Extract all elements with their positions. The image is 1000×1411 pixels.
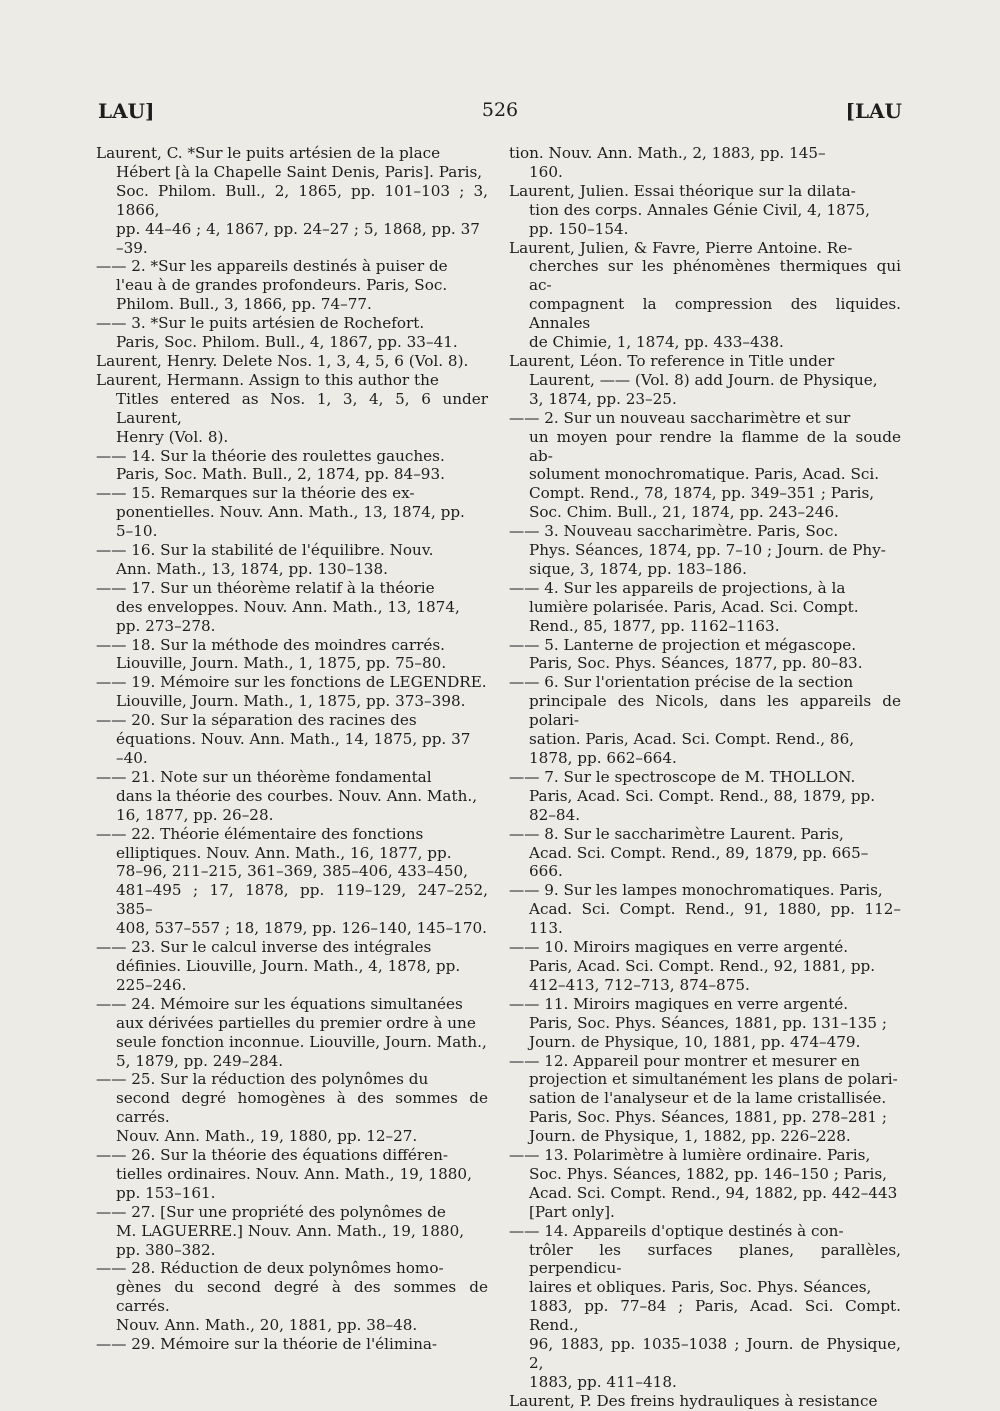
bibliography-entry: [509, 239, 901, 352]
entry-line: Nouv. Ann. Math., 20, 1881, pp. 38–48.: [116, 1316, 418, 1335]
bibliography-entry: [96, 1203, 488, 1260]
page-number: 526: [481, 99, 519, 121]
bibliography-entry: [96, 541, 488, 579]
bibliography-entry: [509, 409, 901, 522]
right-column: [509, 144, 901, 1411]
entry-line: sique, 3, 1874, pp. 183–186.: [529, 559, 747, 578]
bibliography-entry: [96, 257, 488, 314]
entry-line: gènes du second degré à des sommes de carrés.: [116, 1278, 488, 1316]
entry-line: Liouville, Journ. Math., 1, 1875, pp. 373–398.: [116, 692, 466, 711]
entry-line: lumière polarisée. Paris, Acad. Sci. Compt.: [529, 597, 859, 616]
entry-line: Paris, Soc. Math. Bull., 2, 1874, pp. 84–93.: [116, 465, 445, 484]
entry-line: Paris, Soc. Phys. Séances, 1877, pp. 80–83.: [529, 654, 863, 673]
entry-line: —— 8. Sur le saccharimètre Laurent. Paris,: [509, 824, 844, 843]
bibliography-entry: [96, 711, 488, 768]
entry-line: Paris, Acad. Sci. Compt. Rend., 88, 1879, pp.: [529, 786, 876, 805]
left-column: [96, 144, 488, 1354]
entry-line: cherches sur les phénomènes thermiques qui ac-: [529, 257, 901, 295]
bibliography-entry: [509, 1222, 901, 1392]
bibliography-entry: [96, 938, 488, 995]
bibliography-entry: [96, 1070, 488, 1146]
entry-line: —— 18. Sur la méthode des moindres carrés.: [96, 635, 445, 654]
entry-line: —— 3. Nouveau saccharimètre. Paris, Soc.: [509, 522, 839, 541]
bibliography-entry: [96, 371, 488, 447]
entry-line: —— 15. Remarques sur la théorie des ex-: [96, 484, 415, 503]
entry-line: tion. Nouv. Ann. Math., 2, 1883, pp. 145–: [509, 144, 826, 162]
bibliography-entry: [509, 144, 901, 182]
entry-line: 16, 1877, pp. 26–28.: [116, 805, 274, 824]
bibliography-entry: [96, 1146, 488, 1203]
entry-line: —— 2. *Sur les appareils destinés à puiser de: [96, 257, 448, 276]
entry-line: Laurent, Julien. Essai théorique sur la dilata-: [509, 181, 856, 200]
entry-line: Nouv. Ann. Math., 19, 1880, pp. 12–27.: [116, 1127, 418, 1146]
entry-line: 1883, pp. 77–84 ; Paris, Acad. Sci. Compt. Rend.,: [529, 1297, 901, 1335]
bibliography-entry: [96, 995, 488, 1071]
entry-line: [Part only].: [529, 1202, 615, 1221]
entry-line: Acad. Sci. Compt. Rend., 91, 1880, pp. 112–113.: [529, 900, 901, 938]
bibliography-entry: [509, 522, 901, 579]
entry-line: solument monochromatique. Paris, Acad. Sci.: [529, 465, 880, 484]
bibliography-entry: [96, 484, 488, 541]
entry-line: Compt. Rend., 78, 1874, pp. 349–351 ; Paris,: [529, 484, 875, 503]
bibliography-entry: [509, 825, 901, 882]
entry-line: tielles ordinaires. Nouv. Ann. Math., 19, 1880,: [116, 1164, 472, 1183]
entry-line: —— 20. Sur la séparation des racines des: [96, 711, 417, 730]
entry-line: —— 27. [Sur une propriété des polynômes de: [96, 1202, 446, 1221]
entry-line: 5–10.: [116, 522, 158, 541]
entry-line: —— 13. Polarimètre à lumière ordinaire. Paris,: [509, 1146, 871, 1165]
bibliography-entry: [509, 881, 901, 938]
bibliography-entry: [96, 314, 488, 352]
entry-line: —— 25. Sur la réduction des polynômes du: [96, 1070, 429, 1089]
entry-line: Acad. Sci. Compt. Rend., 89, 1879, pp. 665–: [529, 843, 869, 862]
bibliography-entry: [96, 673, 488, 711]
entry-line: Acad. Sci. Compt. Rend., 94, 1882, pp. 442–443: [529, 1183, 898, 1202]
entry-line: —— 28. Réduction de deux polynômes homo-: [96, 1259, 444, 1278]
entry-line: aux dérivées partielles du premier ordre à une: [116, 1013, 476, 1032]
entry-line: 666.: [529, 862, 563, 881]
entry-line: Liouville, Journ. Math., 1, 1875, pp. 75–80.: [116, 654, 447, 673]
bibliography-entry: [509, 673, 901, 768]
entry-line: —— 21. Note sur un théorème fondamental: [96, 767, 432, 786]
entry-line: projection et simultanément les plans de polari-: [529, 1070, 898, 1089]
entry-line: —— 12. Appareil pour montrer et mesurer en: [509, 1051, 860, 1070]
entry-line: l'eau à de grandes profondeurs. Paris, Soc.: [116, 276, 448, 295]
entry-line: 1878, pp. 662–664.: [529, 749, 677, 767]
entry-line: Henry (Vol. 8).: [116, 427, 229, 446]
bibliography-entry: [96, 144, 488, 257]
entry-line: elliptiques. Nouv. Ann. Math., 16, 1877, pp.: [116, 843, 452, 862]
entry-line: seule fonction inconnue. Liouville, Journ. Math.,: [116, 1032, 487, 1051]
entry-line: 78–96, 211–215, 361–369, 385–406, 433–450,: [116, 862, 468, 881]
bibliography-entry: [96, 768, 488, 825]
entry-line: Rend., 85, 1877, pp. 1162–1163.: [529, 616, 780, 635]
entry-line: Soc. Philom. Bull., 2, 1865, pp. 101–103 ; 3, 1866,: [116, 181, 488, 219]
entry-line: Laurent, P. Des freins hydrauliques à resistance: [509, 1391, 878, 1410]
bibliography-entry: [96, 636, 488, 674]
entry-line: 481–495 ; 17, 1878, pp. 119–129, 247–252, 385–: [116, 881, 488, 919]
entry-line: —— 17. Sur un théorème relatif à la théorie: [96, 578, 435, 597]
entry-line: —— 9. Sur les lampes monochromatiques. Paris,: [509, 881, 883, 900]
entry-line: Soc. Chim. Bull., 21, 1874, pp. 243–246.: [529, 503, 839, 522]
entry-line: —— 4. Sur les appareils de projections, à la: [509, 578, 846, 597]
bibliography-entry: [96, 1335, 488, 1354]
entry-line: Paris, Soc. Phys. Séances, 1881, pp. 131–135 ;: [529, 1013, 887, 1032]
entry-line: Laurent, Hermann. Assign to this author the: [96, 370, 439, 389]
entry-line: dans la théorie des courbes. Nouv. Ann. Math.,: [116, 786, 478, 805]
entry-line: —— 6. Sur l'orientation précise de la section: [509, 673, 854, 692]
entry-line: —— 7. Sur le spectroscope de M. THOLLON.: [509, 767, 856, 786]
entry-line: –40.: [116, 749, 148, 767]
entry-line: des enveloppes. Nouv. Ann. Math., 13, 1874,: [116, 597, 460, 616]
bibliography-entry: [509, 352, 901, 409]
entry-line: compagnent la compression des liquides. Annales: [529, 295, 901, 333]
entry-line: équations. Nouv. Ann. Math., 14, 1875, pp. 37: [116, 730, 471, 749]
entry-line: —— 14. Sur la théorie des roulettes gauches.: [96, 446, 445, 465]
entry-line: Laurent, Léon. To reference in Title under: [509, 351, 835, 370]
entry-line: principale des Nicols, dans les appareils de polari-: [529, 692, 901, 730]
entry-line: 412–413, 712–713, 874–875.: [529, 975, 750, 994]
bibliography-entry: [96, 352, 488, 371]
entry-line: 160.: [529, 162, 563, 181]
bibliography-entry: [96, 447, 488, 485]
entry-line: —— 14. Appareils d'optique destinés à con-: [509, 1221, 844, 1240]
entry-line: pp. 380–382.: [116, 1240, 216, 1259]
entry-line: définies. Liouville, Journ. Math., 4, 1878, pp.: [116, 956, 461, 975]
bibliography-entry: [509, 1052, 901, 1147]
entry-line: tion des corps. Annales Génie Civil, 4, 1875,: [529, 200, 870, 219]
entry-line: Philom. Bull., 3, 1866, pp. 74–77.: [116, 295, 372, 314]
header-right: [LAU: [845, 99, 902, 123]
entry-line: Phys. Séances, 1874, pp. 7–10 ; Journ. de Phy-: [529, 541, 886, 560]
entry-line: Paris, Soc. Phys. Séances, 1881, pp. 278–281 ;: [529, 1108, 887, 1127]
entry-line: Laurent, Julien, & Favre, Pierre Antoine. Re-: [509, 238, 853, 257]
entry-line: de Chimie, 1, 1874, pp. 433–438.: [529, 333, 784, 352]
entry-line: un moyen pour rendre la flamme de la soude ab-: [529, 427, 901, 465]
entry-line: Paris, Soc. Philom. Bull., 4, 1867, pp. 33–41.: [116, 333, 458, 352]
entry-line: 408, 537–557 ; 18, 1879, pp. 126–140, 145–170.: [116, 919, 487, 938]
entry-line: pp. 273–278.: [116, 616, 216, 635]
entry-line: 82–84.: [529, 805, 581, 824]
entry-line: —— 24. Mémoire sur les équations simultanées: [96, 994, 463, 1013]
bibliography-entry: [96, 1259, 488, 1335]
entry-line: Ann. Math., 13, 1874, pp. 130–138.: [116, 559, 388, 578]
entry-line: pp. 150–154.: [529, 219, 629, 238]
bibliography-entry: [509, 995, 901, 1052]
entry-line: 96, 1883, pp. 1035–1038 ; Journ. de Physique, 2,: [529, 1335, 901, 1372]
entry-line: laires et obliques. Paris, Soc. Phys. Séances,: [529, 1278, 872, 1297]
bibliography-entry: [509, 938, 901, 995]
entry-line: ponentielles. Nouv. Ann. Math., 13, 1874, pp.: [116, 503, 465, 522]
entry-line: M. LAGUERRE.] Nouv. Ann. Math., 19, 1880,: [116, 1221, 465, 1240]
entry-line: —— 16. Sur la stabilité de l'équilibre. Nouv.: [96, 541, 434, 560]
bibliography-entry: [96, 579, 488, 636]
entry-line: second degré homogènes à des sommes de carrés.: [116, 1089, 488, 1127]
entry-line: Journ. de Physique, 10, 1881, pp. 474–479.: [529, 1032, 861, 1051]
entry-line: sation de l'analyseur et de la lame cristallisée.: [529, 1089, 887, 1108]
entry-line: Journ. de Physique, 1, 1882, pp. 226–228.: [529, 1127, 851, 1146]
entry-line: —— 29. Mémoire sur la théorie de l'élimina-: [96, 1335, 438, 1354]
entry-line: Paris, Acad. Sci. Compt. Rend., 92, 1881, pp.: [529, 956, 876, 975]
entry-line: —— 5. Lanterne de projection et mégascope.: [509, 635, 857, 654]
entry-line: pp. 44–46 ; 4, 1867, pp. 24–27 ; 5, 1868, pp. 37: [116, 219, 480, 238]
entry-line: Soc. Phys. Séances, 1882, pp. 146–150 ; Paris,: [529, 1164, 887, 1183]
bibliography-entry: [509, 182, 901, 239]
entry-line: Hébert [à la Chapelle Saint Denis, Paris]. Paris,: [116, 162, 483, 181]
entry-line: —— 19. Mémoire sur les fonctions de LEGENDRE.: [96, 673, 487, 692]
entry-line: —— 26. Sur la théorie des équations différen-: [96, 1146, 449, 1165]
entry-line: 1883, pp. 411–418.: [529, 1372, 677, 1391]
entry-line: —— 3. *Sur le puits artésien de Rochefort.: [96, 314, 425, 333]
entry-line: Titles entered as Nos. 1, 3, 4, 5, 6 under Laurent,: [116, 389, 488, 427]
bibliography-entry: [509, 1392, 901, 1411]
entry-line: 225–246.: [116, 975, 187, 994]
entry-line: sation. Paris, Acad. Sci. Compt. Rend., 86,: [529, 730, 855, 749]
bibliography-entry: [96, 825, 488, 938]
entry-line: —— 22. Théorie élémentaire des fonctions: [96, 824, 424, 843]
entry-line: Laurent, C. *Sur le puits artésien de la place: [96, 144, 441, 162]
entry-line: pp. 153–161.: [116, 1183, 216, 1202]
entry-line: –39.: [116, 238, 148, 257]
bibliography-entry: [509, 768, 901, 825]
entry-line: 3, 1874, pp. 23–25.: [529, 389, 677, 408]
entry-line: Laurent, —— (Vol. 8) add Journ. de Physique,: [529, 370, 878, 389]
entry-line: —— 23. Sur le calcul inverse des intégrales: [96, 938, 432, 957]
entry-line: —— 10. Miroirs magiques en verre argenté.: [509, 938, 849, 957]
entry-line: —— 11. Miroirs magiques en verre argenté.: [509, 994, 849, 1013]
page-header: [98, 99, 902, 127]
entry-line: —— 2. Sur un nouveau saccharimètre et sur: [509, 408, 851, 427]
entry-line: Laurent, Henry. Delete Nos. 1, 3, 4, 5, 6 (Vol. 8).: [96, 351, 469, 370]
bibliography-entry: [509, 579, 901, 636]
entry-line: 5, 1879, pp. 249–284.: [116, 1051, 284, 1070]
bibliography-entry: [509, 1146, 901, 1222]
header-left: LAU]: [98, 99, 155, 123]
entry-line: trôler les surfaces planes, parallèles, perpendicu-: [529, 1240, 901, 1278]
bibliography-entry: [509, 636, 901, 674]
